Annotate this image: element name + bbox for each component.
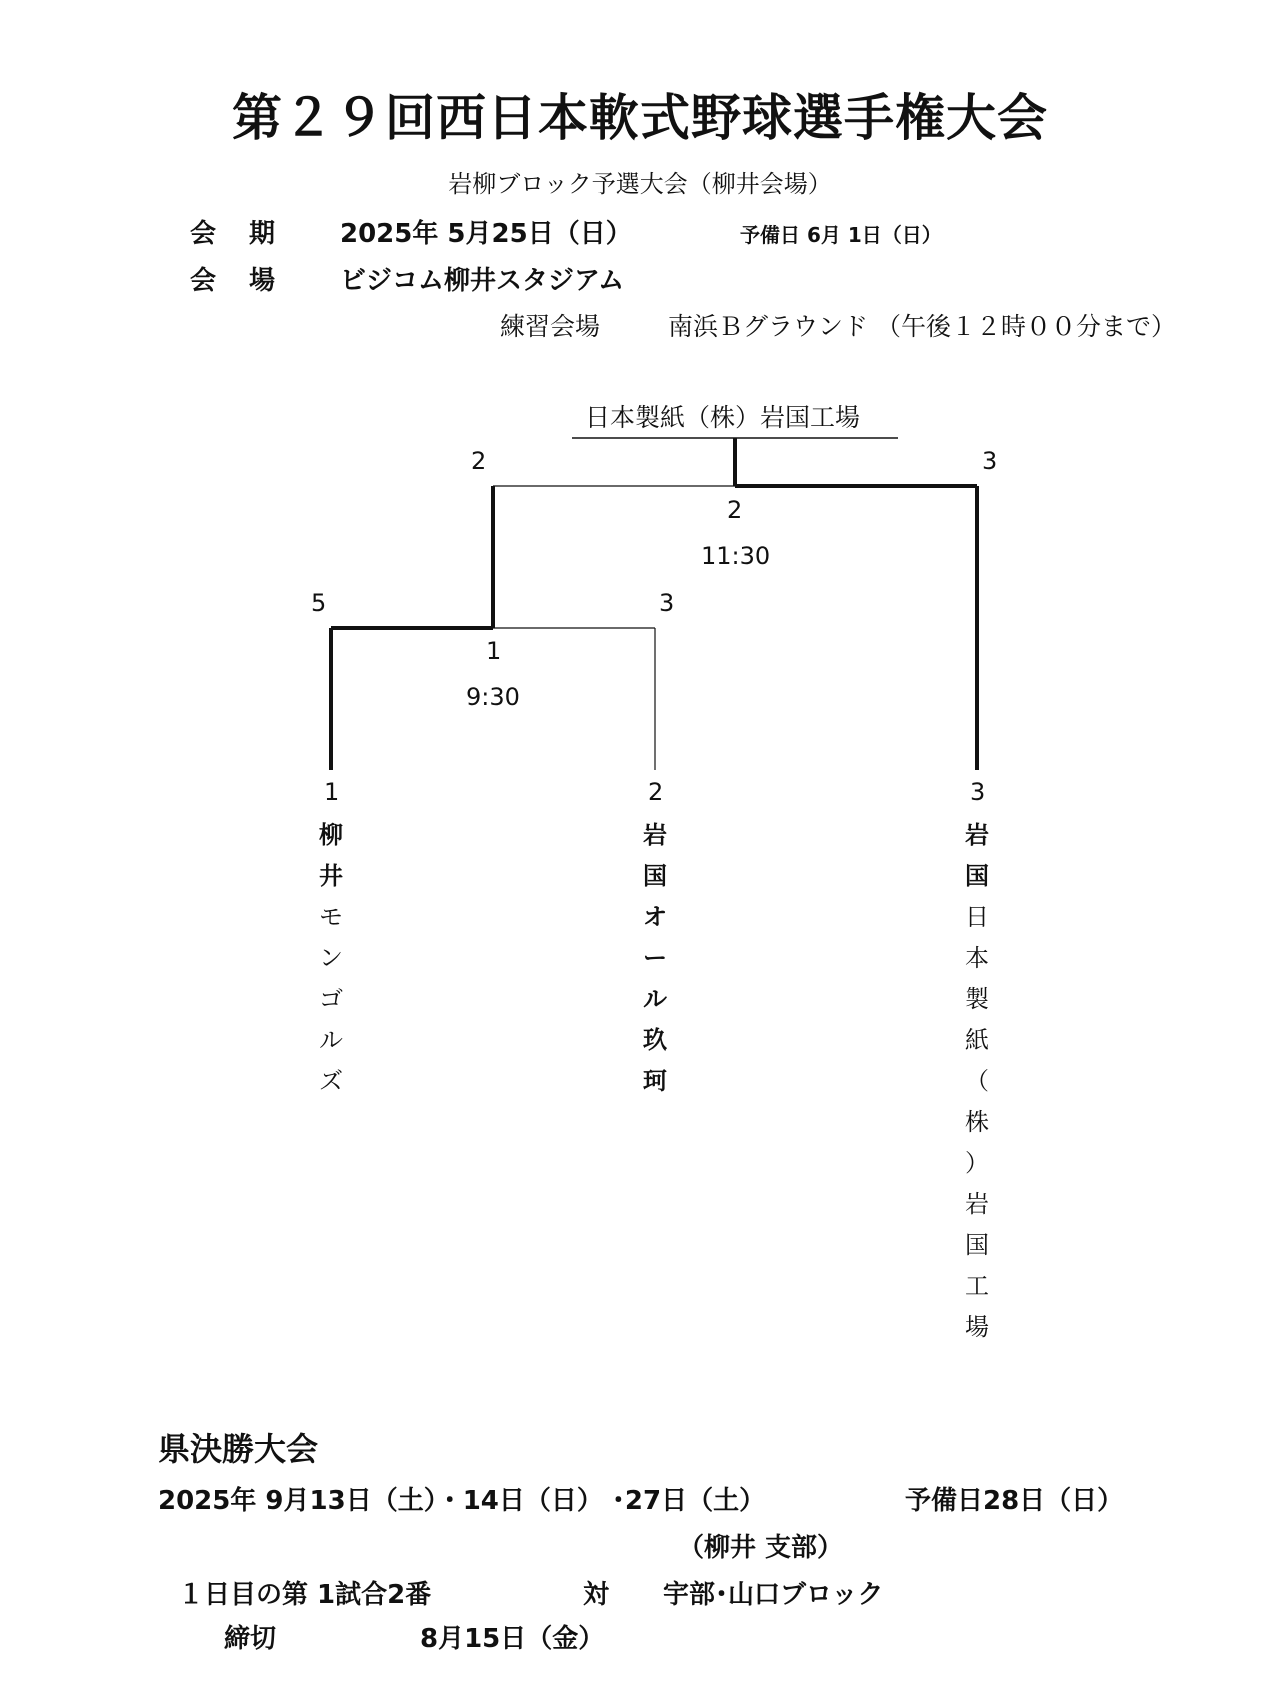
team2-seed: 2 [648, 778, 664, 806]
team3-char: 岩 [965, 1190, 989, 1218]
final-score-left: 2 [471, 447, 487, 475]
team3-seed: 3 [970, 778, 986, 806]
team3-char: 日 [965, 903, 989, 931]
team3-char: （ [965, 1067, 989, 1095]
practice-label: 練習会場 [500, 312, 601, 341]
team2-char: 国 [643, 862, 667, 890]
team2-char: オ [643, 903, 667, 931]
team3-char: ） [965, 1149, 989, 1177]
team3-char: 工 [965, 1272, 989, 1300]
team2-char: ー [643, 944, 667, 972]
final-match-number: 2 [727, 496, 743, 524]
prefectural-host: （柳井 支部） [678, 1533, 844, 1563]
reserve-day: 予備日 6月 1日（日） [740, 223, 942, 247]
prefectural-match-info: １日目の第 1試合2番 [178, 1580, 432, 1610]
team1-char: ル [319, 1026, 343, 1054]
team2-char: 珂 [643, 1067, 667, 1095]
venue-value: ビジコム柳井スタジアム [340, 266, 625, 296]
team3-char: 製 [965, 985, 989, 1013]
team1-char: ズ [319, 1067, 343, 1095]
team3-char: 岩 [965, 821, 989, 849]
team3-name [957, 815, 997, 1348]
team3-char: 紙 [965, 1026, 989, 1054]
team1-char: モ [319, 903, 343, 931]
winner-team: 日本製紙（株）岩国工場 [585, 403, 861, 432]
prefectural-reserve: 予備日28日（日） [905, 1486, 1124, 1516]
team1-char: 井 [319, 862, 343, 890]
team1-char: ン [319, 944, 343, 972]
team1-name [311, 815, 351, 1102]
subtitle: 岩柳ブロック予選大会（柳井会場） [448, 170, 832, 198]
semi-match-time: 9:30 [466, 683, 520, 711]
prefectural-opponent: 宇部･山口ブロック [663, 1580, 884, 1610]
team3-char: 本 [965, 944, 989, 972]
deadline-label: 締切 [224, 1624, 277, 1654]
team2-char: 玖 [643, 1026, 667, 1054]
team1-char: ゴ [319, 985, 343, 1013]
team3-char: 株 [965, 1108, 989, 1136]
prefectural-heading: 県決勝大会 [158, 1430, 319, 1468]
practice-value: 南浜Ｂグラウンド （午後１２時００分まで） [668, 312, 1176, 341]
team2-name [635, 815, 675, 1102]
semi-score-left: 5 [311, 589, 327, 617]
team2-char: ル [643, 985, 667, 1013]
team3-char: 国 [965, 862, 989, 890]
team3-char: 国 [965, 1231, 989, 1259]
period-label: 会 期 [190, 219, 288, 249]
final-match-time: 11:30 [701, 542, 771, 570]
prefectural-dates: 2025年 9月13日（土）・14日（日） ･27日（土） [158, 1486, 766, 1516]
final-score-right: 3 [982, 447, 998, 475]
venue-label: 会 場 [190, 266, 288, 296]
prefectural-vs: 対 [583, 1580, 610, 1610]
team2-char: 岩 [643, 821, 667, 849]
semi-score-right: 3 [659, 589, 675, 617]
team3-char: 場 [965, 1313, 989, 1341]
page-title: 第２９回西日本軟式野球選手権大会 [232, 89, 1048, 147]
team1-char: 柳 [319, 821, 343, 849]
semi-match-number: 1 [486, 637, 502, 665]
period-value: 2025年 5月25日（日） [340, 219, 632, 249]
team1-seed: 1 [324, 778, 340, 806]
deadline-value: 8月15日（金） [420, 1624, 605, 1654]
